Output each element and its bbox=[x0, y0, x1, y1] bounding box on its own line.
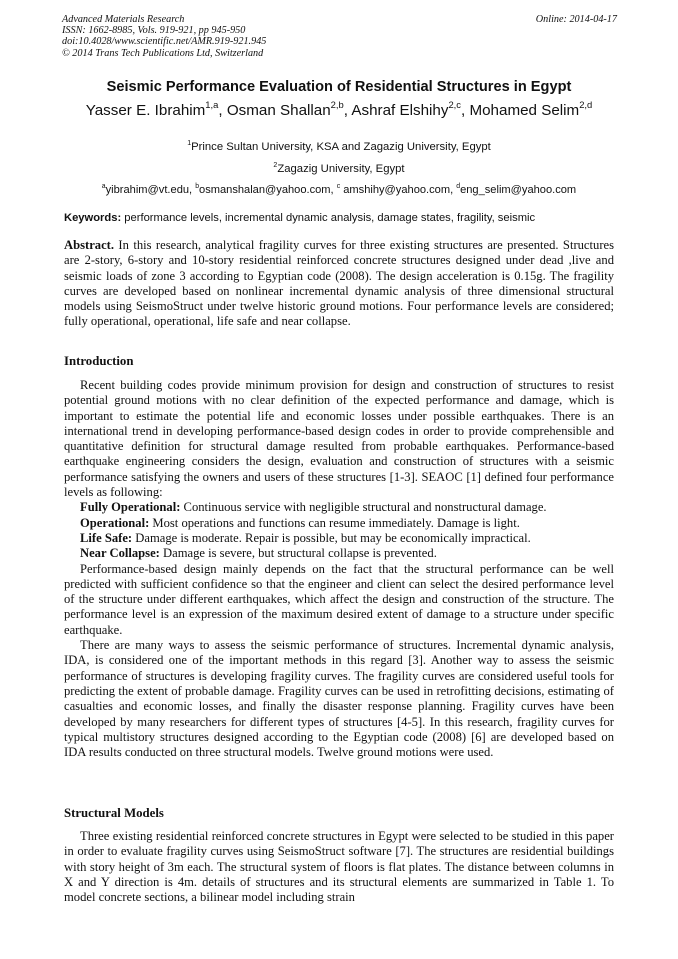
keywords bbox=[64, 211, 616, 225]
doi-line: doi:10.4028/www.scientific.net/AMR.919-921.945 bbox=[62, 36, 267, 48]
email-mark: b bbox=[195, 182, 200, 190]
performance-level-item bbox=[64, 531, 614, 546]
performance-level-label: Fully Operational: bbox=[80, 500, 181, 515]
online-date: Online: 2014-04-17 bbox=[535, 14, 617, 25]
keywords-label: Keywords: bbox=[64, 212, 122, 224]
performance-level-item bbox=[64, 546, 614, 561]
journal-name: Advanced Materials Research bbox=[62, 14, 185, 25]
paragraph: Three existing residential reinforced concrete structures in Egypt were selected to be studied in this paper in order to evaluate fragility curves using SeismoStruct software [7]. The structures are residential buildings with story height of 3m each. The structural system of floors is flat plates. The distance between columns in X and Y direction is 4m. details of structures and its structural elements are summarized in Table 1. To model concrete sections, a bilinear model including strain bbox=[64, 829, 614, 905]
email-mark: c bbox=[336, 182, 341, 190]
email-address: osmanshalan@yahoo.com, bbox=[199, 184, 337, 196]
abstract-text: In this research, analytical fragility curves for three existing structures are presented. Structures are 2-story, 6-story and 10-story residential reinforced concrete structures designed under dead ,live and seismic loads of zone 3 according to Egyptian code (2008). The design acceleration is 0.15g. The fragility curves are developed based on nonlinear incremental dynamic analysis of three dimensional structural models using SeismoStruct under twelve historic ground motions. Four performance levels are considered; fully operational, operational, life safe and near collapse. bbox=[64, 238, 614, 329]
author-affiliation-mark: 2,d bbox=[579, 98, 593, 110]
paragraph: Recent building codes provide minimum provision for design and construction of structures to resist potential ground motions with no clear definition of the expected performance and damage, which is important to estimate the potential life and economic losses under possible earthquakes. There is an international trend in developing performance-based design codes in order to provide comprehensible and quantitative definition for structural damage resulted from probable earthquakes. Performance-based earthquake engineering considers the design, evaluation and construction of structures with a seismic performance satisfying the owners and users of these structures [1-3]. SEAOC [1] defined four performance levels as following: bbox=[64, 378, 614, 500]
paper-title: Seismic Performance Evaluation of Residential Structures in Egypt bbox=[106, 79, 572, 95]
abstract bbox=[64, 238, 614, 330]
author-name: Yasser E. Ibrahim bbox=[85, 102, 206, 119]
affiliation-text: Prince Sultan University, KSA and Zagazig University, Egypt bbox=[191, 141, 491, 153]
author-name: Mohamed Selim bbox=[469, 102, 580, 119]
author-list bbox=[20, 98, 658, 121]
copyright-line: © 2014 Trans Tech Publications Ltd, Switzerland bbox=[62, 47, 264, 59]
issn-line: ISSN: 1662-8985, Vols. 919-921, pp 945-950 bbox=[62, 25, 246, 37]
paragraph: There are many ways to assess the seismic performance of structures. Incremental dynamic analysis, IDA, is considered one of the important methods in this regard [3]. Another way to assess the seismic performance of structures is developing fragility curves. The fragility curves are considered useful tools for predicting the extent of probable damage. Fragility curves can be used in retrofitting decisions, estimating of casualties and economic losses, and finally the disaster response planning. Fragility curves have been developed by many researchers for different types of structures [4-5]. In this research, fragility curves for typical multistory structures designed according to the Egyptian code (2008) [6] are developed based on IDA results conducted on three structural models. Twelve ground motions were used. bbox=[64, 638, 614, 760]
performance-level-label: Near Collapse: bbox=[80, 546, 160, 561]
structural-models-body bbox=[64, 829, 614, 905]
author-separator: , bbox=[218, 102, 227, 119]
author-name: Osman Shallan bbox=[226, 102, 331, 119]
email-mark: a bbox=[101, 182, 106, 190]
paragraph: Performance-based design mainly depends on the fact that the structural performance can be well predicted with sufficient confidence so that the engineer and client can select the desired performance level of the structure under different earthquakes, which affect the design and construction of the structure. The performance level is an expression of the maximum desired extent of damage to a structure under specific earthquake. bbox=[64, 561, 614, 637]
author-affiliation-mark: 2,c bbox=[448, 98, 461, 110]
author-name: Ashraf Elshihy bbox=[351, 102, 449, 119]
performance-level-text: Damage is moderate. Repair is possible, but may be economically impractical. bbox=[132, 530, 531, 545]
author-emails bbox=[30, 183, 648, 197]
email-address: amshihy@yahoo.com, bbox=[340, 184, 457, 196]
journal-info bbox=[62, 14, 266, 59]
author-separator: , bbox=[343, 102, 352, 119]
email-address: eng_selim@yahoo.com bbox=[460, 184, 577, 196]
section-heading-introduction: Introduction bbox=[64, 354, 134, 368]
affiliation-mark: 2 bbox=[273, 161, 278, 169]
affiliation-2 bbox=[30, 162, 648, 176]
affiliation-text: Zagazig University, Egypt bbox=[277, 163, 405, 175]
performance-level-label: Life Safe: bbox=[80, 530, 133, 545]
performance-level-item bbox=[64, 516, 614, 531]
performance-level-label: Operational: bbox=[80, 515, 150, 530]
performance-level-item bbox=[64, 500, 614, 515]
email-address: yibrahim@vt.edu, bbox=[105, 184, 196, 196]
performance-level-text: Damage is severe, but structural collapse is prevented. bbox=[159, 546, 437, 561]
author-affiliation-mark: 2,b bbox=[330, 98, 344, 110]
keywords-text: performance levels, incremental dynamic analysis, damage states, fragility, seismic bbox=[121, 212, 536, 224]
affiliation-mark: 1 bbox=[187, 139, 192, 147]
performance-level-text: Most operations and functions can resume immediately. Damage is light. bbox=[149, 515, 520, 530]
author-separator: , bbox=[461, 102, 470, 119]
author-affiliation-mark: 1,a bbox=[205, 98, 219, 110]
affiliation-1 bbox=[30, 140, 648, 154]
email-mark: d bbox=[456, 182, 461, 190]
performance-level-text: Continuous service with negligible structural and nonstructural damage. bbox=[180, 500, 547, 515]
abstract-label: Abstract. bbox=[64, 238, 115, 252]
introduction-body bbox=[64, 378, 614, 760]
section-heading-structural-models: Structural Models bbox=[64, 806, 164, 820]
